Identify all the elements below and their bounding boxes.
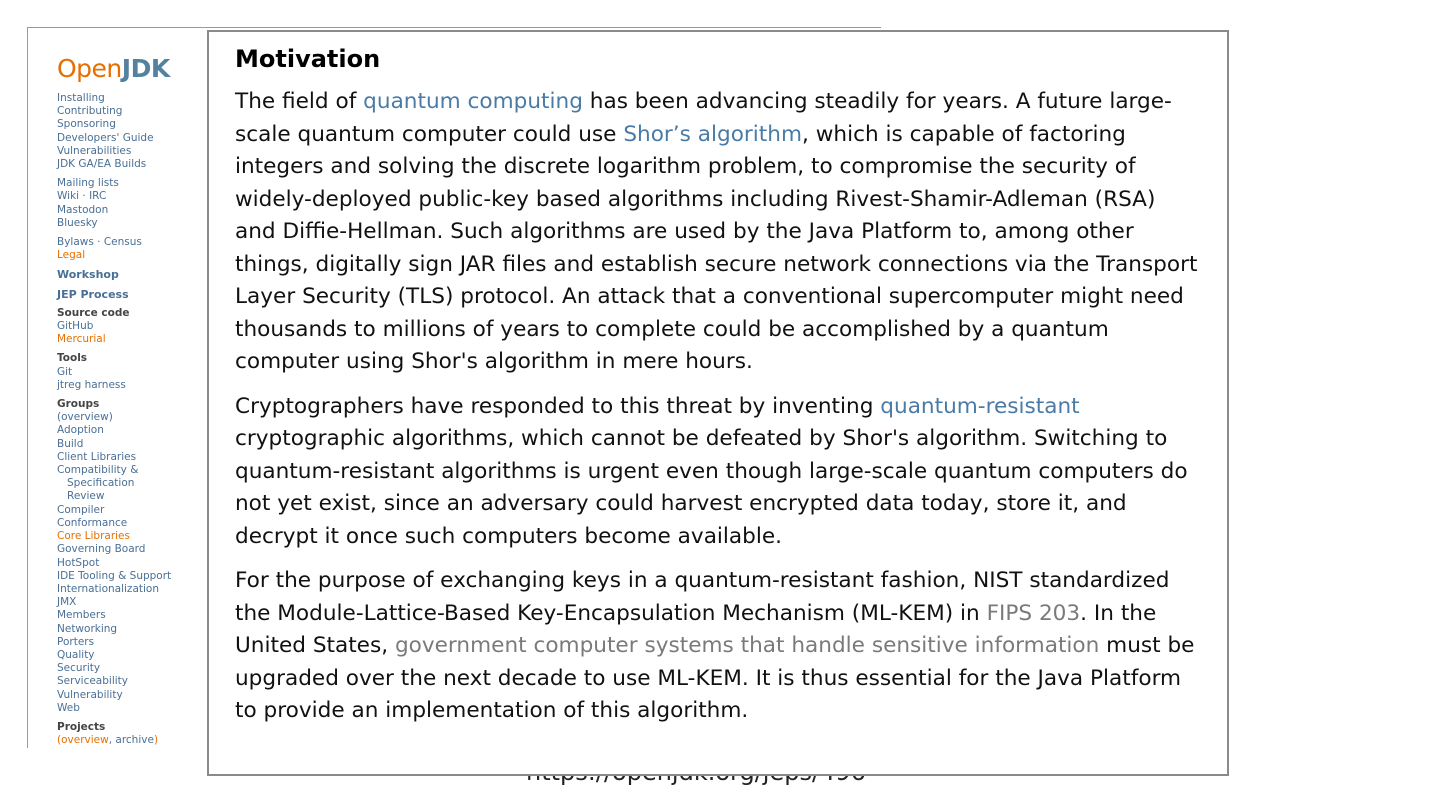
sidebar-item-compiler[interactable]: Compiler — [57, 503, 105, 516]
projects-overview[interactable]: overview — [61, 734, 109, 747]
inline-link[interactable]: quantum computing — [363, 89, 583, 114]
paragraph-text: The field of — [235, 89, 364, 114]
sidebar-nav — [57, 92, 207, 747]
inline-link[interactable]: FIPS 203 — [986, 600, 1081, 626]
sidebar-item-mastodon[interactable]: Mastodon — [57, 203, 109, 216]
projects-close: ) — [153, 734, 159, 747]
paragraph-text: Cryptographers have responded to this threat by inventing — [235, 393, 881, 419]
sidebar-item-jmx[interactable]: JMX — [57, 596, 77, 609]
sidebar-item-git[interactable]: Git — [57, 365, 73, 378]
sidebar-item-quality[interactable]: Quality — [57, 648, 95, 661]
inline-link[interactable]: Shor’s algorithm — [623, 121, 802, 147]
sidebar-item-serviceability[interactable]: Serviceability — [57, 675, 128, 688]
sidebar-item-core-libraries[interactable]: Core Libraries — [57, 530, 130, 543]
sidebar-item-mailing-lists[interactable]: Mailing lists — [57, 177, 119, 190]
sidebar-item-bluesky[interactable]: Bluesky — [57, 216, 98, 229]
paragraph-text: must be upgraded over the next decade to use ML-KEM. It is thus essential for the Java Platform to provide an implementation of this algorithm. — [235, 633, 1195, 723]
sidebar-item-build[interactable]: Build — [57, 437, 84, 450]
popup-body — [235, 86, 1201, 728]
sidebar-item-contributing[interactable]: Contributing — [57, 105, 123, 118]
sidebar-item-ide-tooling-support[interactable]: IDE Tooling & Support — [57, 569, 172, 582]
sidebar-item-internationalization[interactable]: Internationalization — [57, 582, 159, 595]
sidebar-item-porters[interactable]: Porters — [57, 635, 95, 648]
sidebar-item-hotspot[interactable]: HotSpot — [57, 556, 100, 569]
sidebar-item-installing[interactable]: Installing — [57, 92, 105, 104]
sidebar-item-workshop[interactable]: Workshop — [57, 268, 119, 282]
sidebar-item-projects: Projects — [57, 720, 106, 733]
motivation-popup — [207, 30, 1229, 776]
paragraph-1 — [235, 86, 1201, 379]
sidebar-item-specification[interactable]: Specification — [67, 477, 135, 490]
inline-link[interactable]: quantum-resistant — [880, 393, 1080, 419]
sidebar-item-bylaws-census[interactable]: Bylaws · Census — [57, 236, 142, 249]
paragraph-text: For the purpose of exchanging keys in a quantum-resistant fashion, NIST standardized the Module-Lattice-Based Key-Encapsulation Mechanism (ML-KEM) in — [235, 568, 1170, 626]
projects-archive[interactable]: archive — [115, 734, 154, 747]
sidebar-item-jdk-ga-ea-builds[interactable]: JDK GA/EA Builds — [57, 158, 147, 171]
sidebar-item-mercurial[interactable]: Mercurial — [57, 333, 106, 346]
sidebar-item-compatibility[interactable]: Compatibility & — [57, 464, 139, 477]
paragraph-2 — [235, 391, 1201, 554]
sidebar-item-tools: Tools — [57, 352, 88, 365]
paragraph-text: , which is capable of factoring integers and solving the discrete logarithm problem, to compromise the security of widely-deployed public-key based algorithms including Rivest-Shamir-Adleman (RSA) and Diffie-Hellman. Such algorithms are used by the Java Platform to, among other things, digitally sign JAR files and establish secure network connections via the Transport Layer Security (TLS) protocol. An attack that a conventional supercomputer might need thousands to millions of years to complete could be accomplished by a quantum computer using Shor's algorithm in mere hours. — [235, 121, 1198, 374]
sidebar-item-security[interactable]: Security — [57, 662, 101, 675]
sidebar-item-governing-board[interactable]: Governing Board — [57, 543, 146, 556]
sidebar-projects-links — [57, 734, 207, 747]
sidebar-item-jtreg-harness[interactable]: jtreg harness — [57, 378, 126, 391]
sidebar-item-conformance[interactable]: Conformance — [57, 516, 128, 529]
sidebar-item-legal[interactable]: Legal — [57, 249, 86, 262]
sidebar-item-overview[interactable]: (overview) — [57, 411, 113, 424]
paragraph-text: cryptographic algorithms, which cannot be defeated by Shor's algorithm. Switching to quantum-resistant algorithms is urgent even though large-scale quantum computers do not yet exist, since an adversary could harvest encrypted data today, store it, and decrypt it once such computers become available. — [235, 426, 1188, 549]
paragraph-text: . In the United States, — [235, 600, 1157, 658]
sidebar-item-wiki-irc[interactable]: Wiki · IRC — [57, 190, 107, 203]
projects-open: ( — [57, 734, 62, 747]
sidebar-item-groups: Groups — [57, 398, 100, 411]
section-heading: Motivation — [235, 45, 381, 73]
inline-link[interactable]: government computer systems that handle sensitive information — [394, 633, 1100, 658]
sidebar-item-web[interactable]: Web — [57, 701, 80, 714]
sidebar-item-source-code: Source code — [57, 306, 130, 319]
sidebar-item-vulnerability[interactable]: Vulnerability — [57, 688, 123, 701]
sidebar-item-developers-guide[interactable]: Developers' Guide — [57, 131, 154, 144]
sidebar-item-review[interactable]: Review — [67, 490, 105, 503]
sidebar-item-sponsoring[interactable]: Sponsoring — [57, 118, 116, 131]
projects-sep: , — [108, 734, 116, 747]
sidebar-item-networking[interactable]: Networking — [57, 622, 118, 635]
sidebar-item-vulnerabilities[interactable]: Vulnerabilities — [57, 144, 132, 157]
sidebar-item-members[interactable]: Members — [57, 609, 106, 622]
paragraph-3 — [235, 565, 1201, 728]
openjdk-logo[interactable]: OpenJDK — [57, 54, 170, 83]
paragraph-text: has been advancing steadily for years. A future large-scale quantum computer could use — [235, 89, 1172, 147]
sidebar-item-jep-process[interactable]: JEP Process — [57, 287, 129, 301]
sidebar-item-client-libraries[interactable]: Client Libraries — [57, 450, 137, 463]
sidebar-item-github[interactable]: GitHub — [57, 320, 94, 333]
sidebar-item-adoption[interactable]: Adoption — [57, 424, 104, 437]
